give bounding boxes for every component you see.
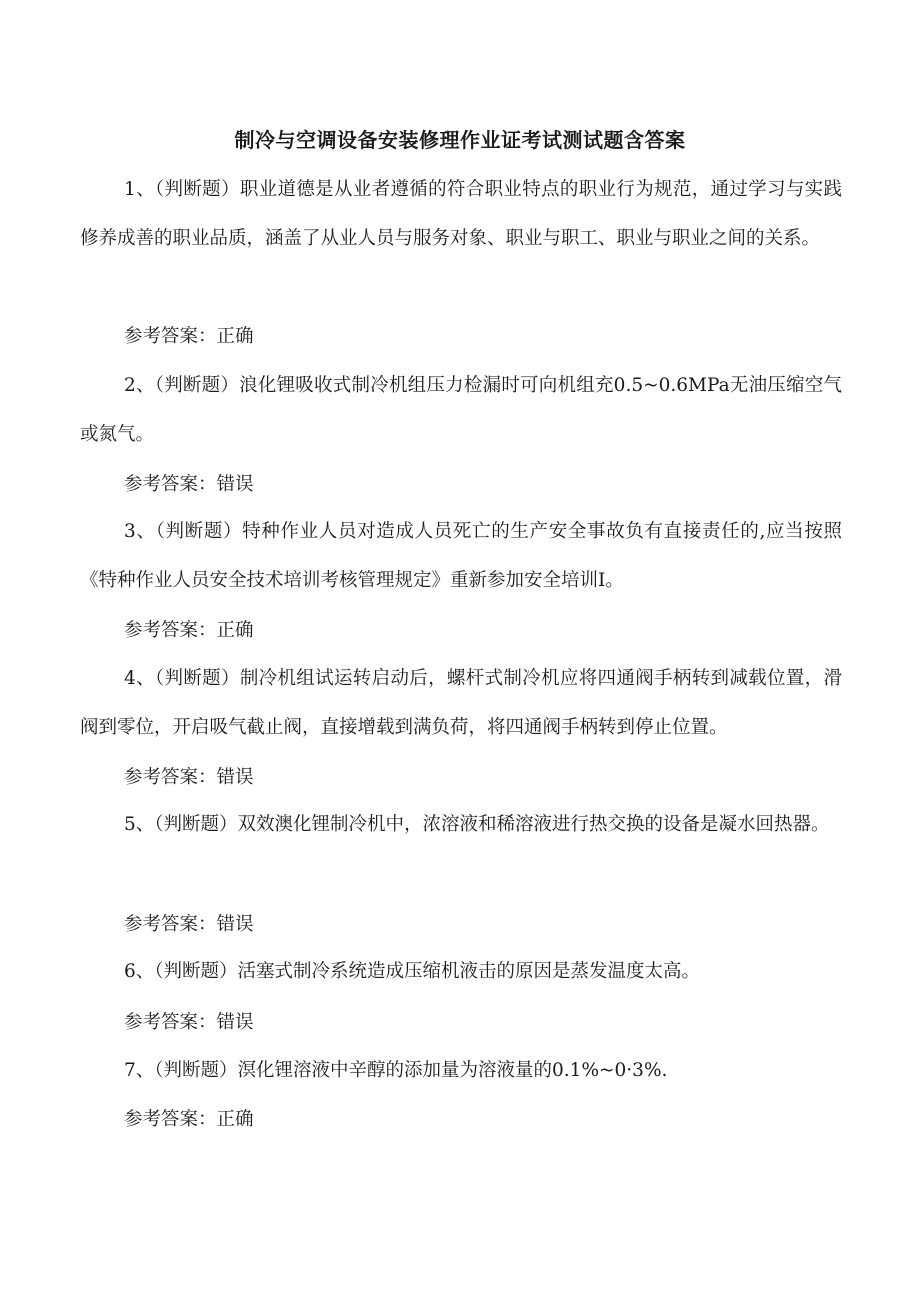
answer-4: 参考答案：错误 — [124, 767, 254, 788]
answer-1: 参考答案：正确 — [124, 326, 254, 347]
answer-7: 参考答案：正确 — [124, 1109, 254, 1130]
question-7: 7、（判断题）溟化锂溶液中辛醇的添加量为溶液量的0.1%~0·3%. — [124, 1060, 668, 1081]
question-5: 5、（判断题）双效澳化锂制冷机中，浓溶液和稀溶液进行热交换的设备是凝水回热器。 — [124, 814, 830, 835]
document-title: 制冷与空调设备安装修理作业证考试测试题含答案 — [234, 128, 686, 152]
question-4: 4、（判断题）制冷机组试运转启动后，螺杆式制冷机应将四通阀手柄转到减载位置，滑阀到零位，开启吸气截止阀，直接增载到满负荷，将四通阀手柄转到停止位置。 — [80, 668, 842, 738]
answer-6: 参考答案：错误 — [124, 1012, 254, 1033]
question-2: 2、（判断题）浪化锂吸收式制冷机组压力检漏时可向机组充0.5~0.6MPa无油压缩空气或氮气。 — [80, 375, 842, 445]
answer-2: 参考答案：错误 — [124, 474, 254, 495]
answer-5: 参考答案：错误 — [124, 914, 254, 935]
answer-3: 参考答案：正确 — [124, 620, 254, 641]
question-1: 1、（判断题）职业道德是从业者遵循的符合职业特点的职业行为规范，通过学习与实践修养成善的职业品质，涵盖了从业人员与服务对象、职业与职工、职业与职业之间的关系。 — [80, 179, 842, 249]
question-6: 6、（判断题）活塞式制冷系统造成压缩机液击的原因是蒸发温度太高。 — [124, 961, 701, 982]
question-3: 3、（判断题）特种作业人员对造成人员死亡的生产安全事故负有直接责任的,应当按照《特种作业人员安全技术培训考核管理规定》重新参加安全培训I。 — [80, 521, 842, 591]
